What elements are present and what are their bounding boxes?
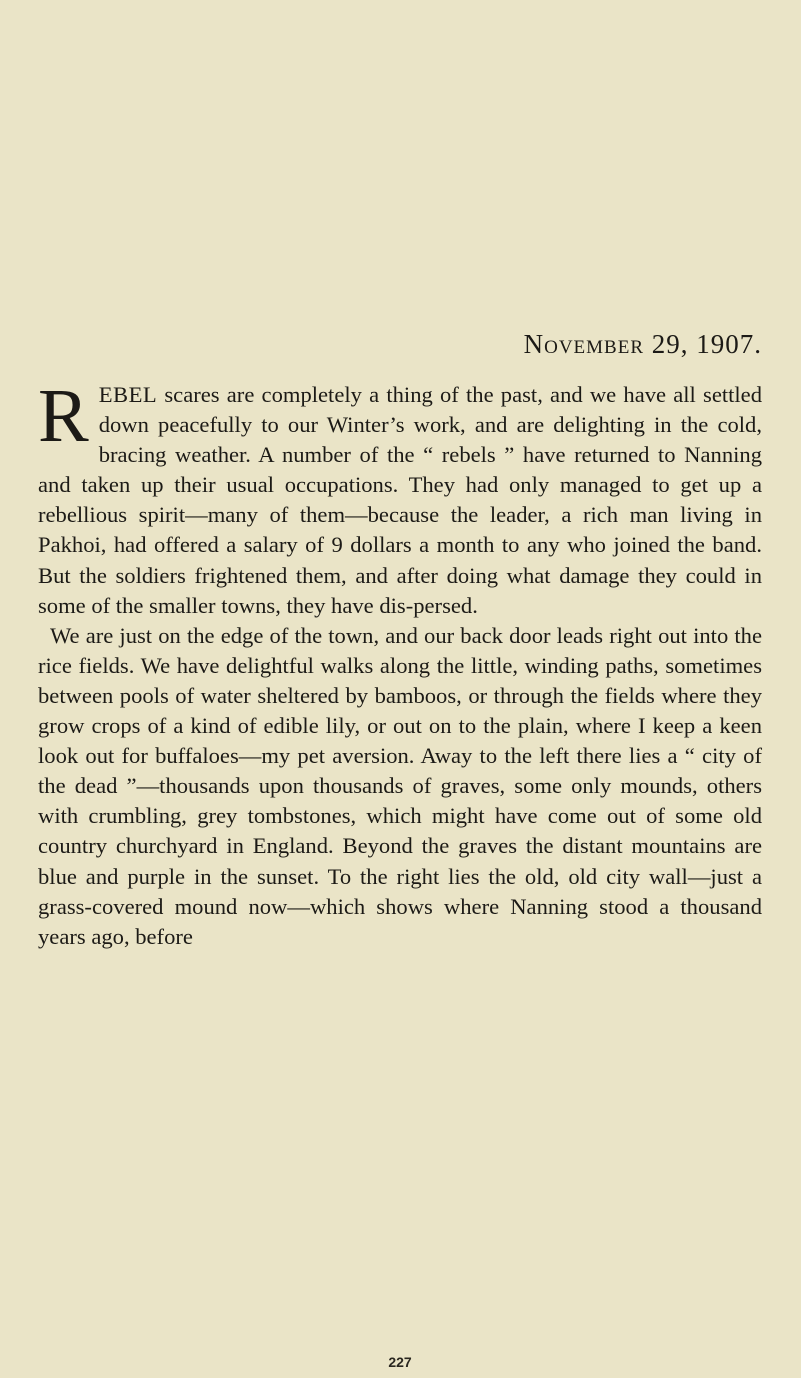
paragraph-1-text: scares are completely a thing of the past, and we have all settled down peacefully to our Winter’s work, and are delighting in the cold, bracing weather. A number of the “ rebels ” have returned to Nanning and taken up their usual occupations. They had only managed to get up a rebellious spirit—many of them—because the leader, a rich man living in Pakhoi, had offered a salary of 9 dollars a month to any who joined the band. But the soldiers frightened them, and after doing what damage they could in some of the smaller towns, they have dis-persed. xyxy=(38,382,762,618)
body-text xyxy=(38,374,762,952)
drop-cap: R xyxy=(38,374,89,458)
paragraph-2 xyxy=(38,621,762,952)
book-page xyxy=(38,0,762,1378)
paragraph-1 xyxy=(38,374,762,621)
date-heading: November 29, 1907. xyxy=(523,329,762,359)
page-number: 227 xyxy=(388,1354,412,1370)
first-word: EBEL xyxy=(98,382,158,407)
paragraph-2-text: We are just on the edge of the town, and our back door leads right out into the rice fields. We have delightful walks along the little, winding paths, sometimes between pools of water sheltered by bamboos, or through the fields where they grow crops of a kind of edible lily, or out on to the plain, where I keep a keen look out for buffaloes—my pet aversion. Away to the left there lies a “ city of the dead ”—thousands upon thousands of graves, some only mounds, others with crumbling, grey tombstones, which might have come out of some old country churchyard in England. Beyond the graves the distant mountains are blue and purple in the sunset. To the right lies the old, old city wall—just a grass-covered mound now—which shows where Nanning stood a thousand years ago, before xyxy=(38,622,762,949)
